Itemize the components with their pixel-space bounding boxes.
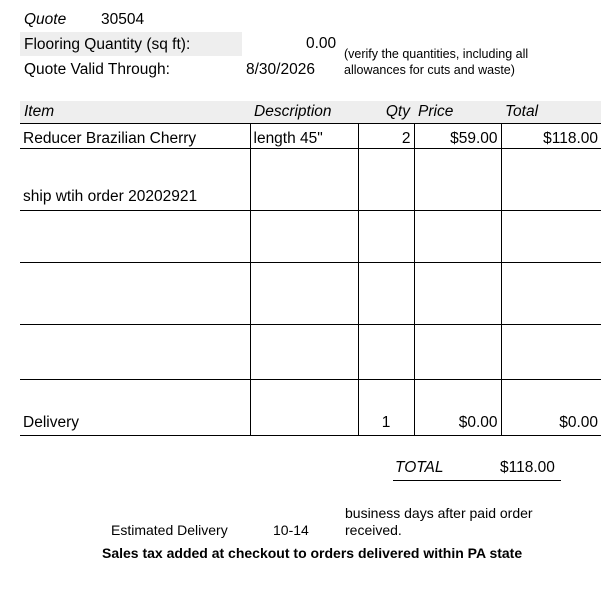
flooring-quantity-note-2: allowances for cuts and waste) <box>344 63 515 77</box>
total-cell <box>501 211 601 263</box>
qty-cell <box>358 149 414 211</box>
table-row <box>20 211 601 263</box>
column-header-item: Item <box>20 101 250 124</box>
total-cell: $118.00 <box>501 124 601 149</box>
table-row <box>20 263 601 325</box>
total-value: $118.00 <box>500 459 555 476</box>
estimated-delivery-label: Estimated Delivery <box>111 522 228 538</box>
qty-cell <box>358 325 414 380</box>
item-cell <box>20 263 250 325</box>
price-cell <box>414 263 501 325</box>
column-header-total: Total <box>501 101 601 124</box>
sales-tax-note: Sales tax added at checkout to orders delivered within PA state <box>102 545 523 561</box>
flooring-quantity-note-1: (verify the quantities, including all <box>344 47 529 61</box>
delivery-note-line-2: received. <box>345 522 402 538</box>
quote-valid-date: 8/30/2026 <box>246 61 315 78</box>
flooring-quantity-value: 0.00 <box>306 35 337 52</box>
table-row <box>20 124 601 149</box>
column-header-description: Description <box>250 101 358 124</box>
total-cell <box>501 325 601 380</box>
price-cell <box>414 149 501 211</box>
qty-cell: 2 <box>358 124 414 149</box>
table-row <box>20 325 601 380</box>
quote-label: Quote <box>24 11 67 28</box>
price-cell <box>414 211 501 263</box>
quote-valid-label: Quote Valid Through: <box>24 61 170 78</box>
delivery-note-line-1: business days after paid order <box>345 505 533 521</box>
quote-number: 30504 <box>101 11 145 28</box>
total-cell: $0.00 <box>501 380 601 436</box>
total-cell <box>501 263 601 325</box>
column-header-qty: Qty <box>358 101 414 124</box>
item-cell <box>20 211 250 263</box>
estimated-delivery-days: 10-14 <box>273 522 309 538</box>
price-cell: $0.00 <box>414 380 501 436</box>
item-cell: Delivery <box>20 380 250 436</box>
description-cell: length 45" <box>250 124 358 149</box>
description-cell <box>250 263 358 325</box>
item-cell <box>20 325 250 380</box>
table-header-row <box>20 101 601 124</box>
total-cell <box>501 149 601 211</box>
qty-cell <box>358 211 414 263</box>
table-row <box>20 380 601 436</box>
description-cell <box>250 149 358 211</box>
price-cell <box>414 325 501 380</box>
column-header-price: Price <box>414 101 501 124</box>
description-cell <box>250 211 358 263</box>
description-cell <box>250 325 358 380</box>
item-cell: Reducer Brazilian Cherry <box>20 124 250 149</box>
total-label: TOTAL <box>395 459 444 476</box>
table-row <box>20 149 601 211</box>
description-cell <box>250 380 358 436</box>
flooring-quantity-label: Flooring Quantity (sq ft): <box>24 36 191 53</box>
qty-cell: 1 <box>358 380 414 436</box>
price-cell: $59.00 <box>414 124 501 149</box>
total-underline <box>393 480 561 481</box>
item-cell: ship wtih order 20202921 <box>20 149 250 211</box>
qty-cell <box>358 263 414 325</box>
quote-items-table <box>20 101 601 436</box>
